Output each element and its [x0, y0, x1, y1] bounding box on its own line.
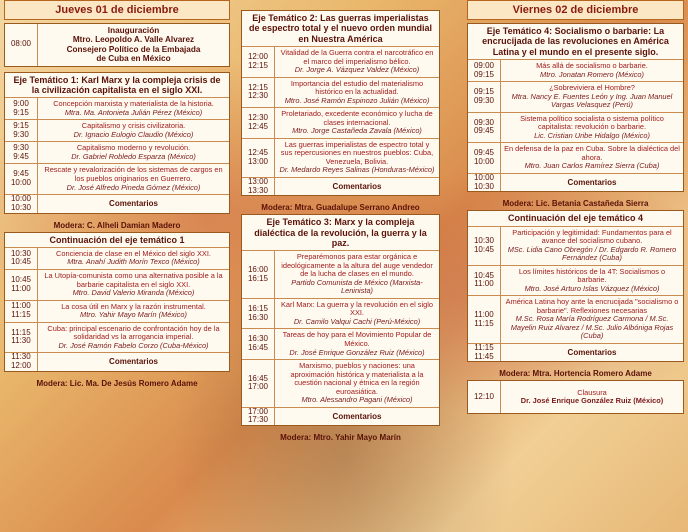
moderator: Modera: Mtra. Hortencia Romero Adame [499, 369, 652, 379]
inauguration-box [4, 23, 230, 67]
talk [275, 360, 439, 407]
talk [501, 174, 683, 192]
time-slot: 10:45 11:00 [5, 270, 38, 300]
schedule-row [242, 299, 439, 330]
talk-title: Karl Marx: La guerra y la revolución en el siglo XXI. [281, 299, 433, 318]
talk-title: Comentarios [567, 177, 617, 187]
time-slot: 17:00 17:30 [242, 408, 275, 426]
time: 12:10 [468, 381, 501, 413]
session-title: Eje Temático 4: Socialismo o barbarie: La encrucijada de las revoluciones en América Latina y el mundo en el presente siglo. [468, 24, 683, 60]
schedule-row [468, 227, 683, 266]
talk-title: Más allá de socialismo o barbarie. [536, 61, 648, 71]
time-slot: 10:00 10:30 [5, 195, 38, 213]
session-box [467, 23, 684, 192]
speaker: MSc. Lidia Cano Obregón / Dr. Edgardo R. Romero Fernández (Cuba) [507, 244, 677, 263]
talk [501, 143, 683, 173]
schedule-row [242, 139, 439, 178]
talk-title: La Utopía-comunista como una alternativa posible a la barbarie capitalista en el siglo XXI. [44, 270, 223, 289]
session-box [4, 232, 230, 372]
talk [38, 142, 229, 163]
speaker: Mtro. Juan Carlos Ramírez Sierra (Cuba) [524, 161, 660, 171]
schedule-row [242, 408, 439, 426]
schedule-row [468, 113, 683, 144]
talk-title: Cuba: principal escenario de confrontación hoy de la solidaridad vs la arrogancia imperial. [47, 323, 220, 342]
speaker: Mtro. José Ramón Espinozo Julián (México) [284, 95, 430, 105]
schedule-row [5, 164, 229, 195]
schedule-row [242, 78, 439, 109]
time-slot: 11:15 11:30 [5, 323, 38, 353]
schedule-row [5, 248, 229, 270]
schedule-row [5, 270, 229, 301]
talk [38, 353, 229, 371]
talk [38, 98, 229, 119]
talk-title: La cosa útil en Marx y la razón instrumental. [61, 301, 206, 311]
talk-title: Las guerras imperialistas de espectro total y sus repercusiones en nuestros pueblos: Cuba, Venezuela, Bolivia. [280, 139, 434, 166]
talk-title: Capitalismo y crisis civilizatoria. [81, 121, 186, 131]
time-slot: 09:00 09:15 [468, 60, 501, 81]
time-slot: 09:30 09:45 [468, 113, 501, 143]
time-slot: 16:30 16:45 [242, 329, 275, 359]
talk-title: Conciencia de clase en el México del siglo XXI. [56, 248, 211, 258]
talk [38, 323, 229, 353]
moderator: Modera: Mtra. Guadalupe Serrano Andreo [261, 203, 420, 213]
time-slot: 11:00 11:15 [5, 301, 38, 322]
schedule-row [5, 120, 229, 142]
talk [501, 82, 683, 112]
talk [38, 301, 229, 322]
speaker: Mtra. Ma. Antonieta Julián Pérez (México) [64, 107, 203, 117]
speaker: Dr. José Enrique González Ruiz (México) [289, 347, 425, 357]
talk [38, 120, 229, 141]
talk-title: Capitalismo moderno y revolución. [76, 143, 191, 153]
talk [38, 164, 229, 194]
day-header: Jueves 01 de diciembre [4, 0, 230, 20]
session-box [467, 210, 684, 362]
moderator: Modera: Lic. Ma. De Jesús Romero Adame [36, 378, 198, 388]
talk [275, 299, 439, 329]
talk-title: Sistema político socialista o sistema político capitalista: revolución o barbarie. [520, 113, 664, 132]
speaker: Mtro. Jorge Castañeda Zavala (México) [292, 126, 422, 136]
talk [501, 344, 683, 362]
schedule-row [468, 174, 683, 192]
schedule-row [468, 60, 683, 82]
talk-title: América Latina hoy ante la encrucijada "socialismo o barbarie". Reflexiones necesarias [505, 297, 679, 315]
speaker: Partido Comunista de México (Marxista-Leninista) [291, 277, 423, 296]
time-slot: 12:30 12:45 [242, 108, 275, 138]
time-slot: 11:15 11:45 [468, 344, 501, 362]
talk [501, 113, 683, 143]
talk [38, 270, 229, 300]
session-title: Eje Temático 1: Karl Marx y la compleja crisis de la civilización capitalista en el siglo XXI. [5, 73, 229, 99]
talk [501, 227, 683, 265]
talk-title: Preparémonos para estar orgánica e ideológicamente a la altura del auge vendedor de la lucha de clases en el mundo. [281, 252, 433, 279]
speaker: Mtro. Jonatan Romero (México) [540, 69, 644, 79]
schedule-row [242, 178, 439, 196]
speaker: Dr. Camilo Valqui Cachi (Perú-México) [293, 316, 421, 326]
moderator: Modera: Mtro. Yahir Mayo Marín [280, 433, 401, 443]
day-header: Viernes 02 de diciembre [467, 0, 684, 20]
time-slot: 16:45 17:00 [242, 360, 275, 407]
speaker: Mtro. Alessandro Pagani (México) [301, 395, 413, 405]
talk [275, 408, 439, 426]
closing-text: Clausura Dr. José Enrique González Ruiz (México) [520, 387, 664, 406]
time-slot: 09:45 10:00 [468, 143, 501, 173]
talk-title: Los límites históricos de la 4T: Socialismos o barbarie. [518, 266, 666, 285]
time-slot: 9:00 9:15 [5, 98, 38, 119]
column-friday [467, 0, 684, 419]
speaker: Mtro. Yahir Mayo Marín (México) [80, 310, 187, 320]
session-box [241, 214, 440, 426]
talk [275, 251, 439, 298]
speaker: M.Sc. Rosa María Rodríguez Carmona / M.Sc. Mayelin Ruiz Alvarez / M.Sc. Julio Albóniga Rojas (Cuba) [510, 314, 674, 341]
schedule-row [5, 353, 229, 371]
talk-title: Concepción marxista y materialista de la historia. [53, 99, 214, 109]
speaker: Dr. Medardo Reyes Salinas (Honduras-México) [279, 165, 435, 175]
speaker: Dr. José Alfredo Pineda Gómez (México) [66, 182, 201, 192]
talk [275, 329, 439, 359]
speaker: Mtra. Nancy E. Fuentes León y Ing. Juan Manuel Vargas Velasquez (Perú) [511, 91, 673, 110]
talk [275, 178, 439, 196]
speaker: Dr. Ignacio Eulogio Claudio (México) [73, 129, 194, 139]
talk [275, 108, 439, 138]
closing-box [467, 380, 684, 414]
talk-title: Rescate y revalorización de los sistemas de cargos en los pueblos originarios en Guerrero. [44, 165, 223, 183]
schedule-row [242, 108, 439, 139]
session-title: Continuación del eje temático 1 [5, 233, 229, 248]
talk [501, 266, 683, 296]
talk [275, 78, 439, 108]
schedule-row [242, 360, 439, 408]
time: 08:00 [5, 24, 38, 66]
session-title: Eje Temático 2: Las guerras imperialistas de espectro total y el nuevo orden mundial en Nuestra América [242, 11, 439, 47]
talk [501, 60, 683, 81]
talk-title: Importancia del estudio del materialismo histórico en la actualidad. [290, 78, 424, 97]
talk-title: Tareas de hoy para el Movimiento Popular de México. [282, 330, 432, 348]
schedule-row [468, 143, 683, 174]
schedule-row [5, 301, 229, 323]
schedule-row [242, 47, 439, 78]
schedule-row [5, 98, 229, 120]
time-slot: 12:15 12:30 [242, 78, 275, 108]
talk [38, 195, 229, 213]
talk-title: Proletariado, excedente económico y lucha de clases internacional. [281, 109, 433, 127]
time-slot: 10:30 10:45 [468, 227, 501, 265]
speaker: Mtro. José Arturo Islas Vázquez (México) [524, 283, 660, 293]
time-slot: 10:30 10:45 [5, 248, 38, 269]
time-slot: 16:15 16:30 [242, 299, 275, 329]
schedule-row [5, 195, 229, 213]
schedule-row [242, 251, 439, 299]
time-slot: 11:30 12:00 [5, 353, 38, 371]
moderator: Modera: Lic. Betania Castañeda Sierra [502, 199, 649, 209]
time-slot: 10:00 10:30 [468, 174, 501, 192]
time-slot: 16:00 16:15 [242, 251, 275, 298]
talk-title: Comentarios [109, 357, 158, 367]
talk-title: Vitalidad de la Guerra contra el narcotráfico en el marco del imperialismo bélico. [280, 48, 434, 66]
time-slot: 9:30 9:45 [5, 142, 38, 163]
talk-title: En defensa de la paz en Cuba. Sobre la dialéctica del ahora. [504, 144, 680, 162]
time-slot: 13:00 13:30 [242, 178, 275, 196]
column-middle [241, 10, 440, 444]
speaker: Mtro. David Valerio Miranda (México) [72, 288, 195, 298]
session-box [241, 10, 440, 196]
time-slot: 12:45 13:00 [242, 139, 275, 177]
time-slot: 9:45 10:00 [5, 164, 38, 194]
schedule-row [468, 82, 683, 113]
talk-title: Comentarios [109, 199, 158, 209]
time-slot: 12:00 12:15 [242, 47, 275, 77]
talk [275, 47, 439, 77]
talk [501, 296, 683, 343]
schedule-row [5, 142, 229, 164]
talk-title: Marxismo, pueblos y naciones: una aproximación histórica y materialista a la cuestión nacional y étnica en la región euroasiática. [290, 361, 424, 396]
column-thursday [4, 0, 230, 390]
inauguration-text: Inauguración Mtro. Leopoldo A. Valle Alvarez Consejero Político de la Embajada de Cuba en México [66, 26, 201, 64]
moderator: Modera: C. Alheli Damian Madero [53, 220, 181, 230]
talk-title: Comentarios [567, 348, 617, 358]
session-box [4, 72, 230, 214]
schedule-row [468, 296, 683, 344]
speaker: Dr. Gabriel Robledo Esparza (México) [71, 151, 196, 161]
schedule-row [242, 329, 439, 360]
talk-title: ¿Sobreviviera el Hombre? [549, 83, 635, 93]
time-slot: 09:15 09:30 [468, 82, 501, 112]
schedule-row [468, 266, 683, 297]
session-title: Continuación del eje temático 4 [468, 211, 683, 226]
speaker: Lic. Cristian Uribe Hidalgo (México) [534, 130, 650, 140]
speaker: Dr. Jorge A. Vázquez Valdez (México) [294, 65, 420, 75]
talk-title: Comentarios [332, 411, 382, 421]
time-slot: 10:45 11:00 [468, 266, 501, 296]
time-slot: 11:00 11:15 [468, 296, 501, 343]
time-slot: 9:15 9:30 [5, 120, 38, 141]
speaker: Mtra. Anahí Judith Morín Texco (México) [67, 257, 200, 267]
talk-title: Participación y legitimidad: Fundamentos para el avance del socialismo cubano. [512, 227, 672, 246]
schedule-row [5, 323, 229, 354]
talk [275, 139, 439, 177]
schedule-row [468, 344, 683, 362]
talk-title: Comentarios [332, 181, 382, 191]
speaker: Dr. José Ramón Fabelo Corzo (Cuba-México) [58, 340, 209, 350]
session-title: Eje Temático 3: Marx y la compleja dialéctica de la revolución, la guerra y la paz. [242, 215, 439, 251]
talk [38, 248, 229, 269]
